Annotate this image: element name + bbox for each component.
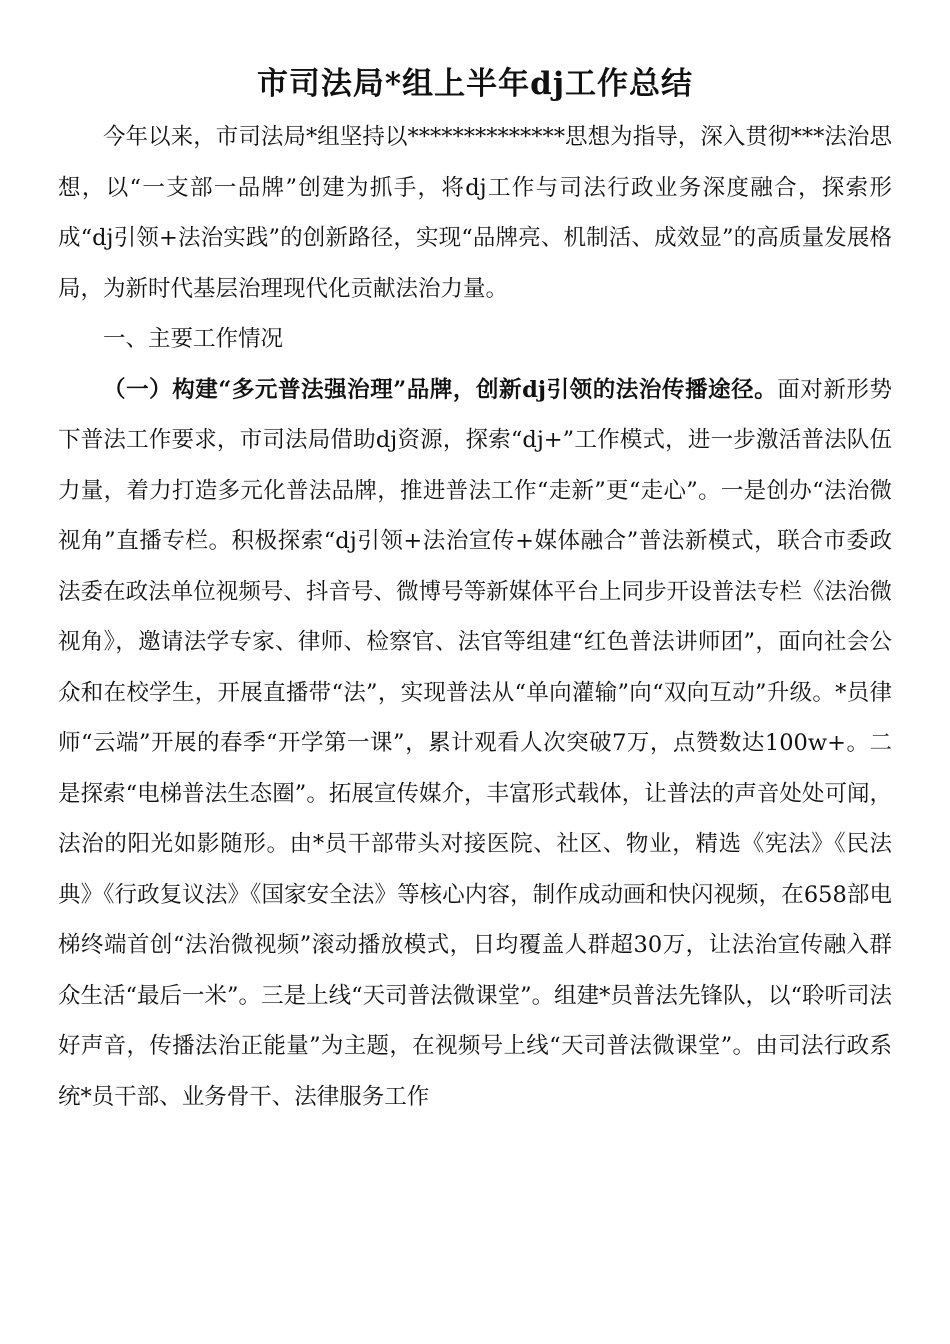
subsection-body: 面对新形势下普法工作要求，市司法局借助dj资源，探索“dj+”工作模式，进一步激活普法队伍力量，着力打造多元化普法品牌，推进普法工作“走新”更“走心”。一是创办“法治微视角”直播专栏。积极探索“dj引领+法治宣传+媒体融合”普法新模式，联合市委政法委在政法单位视频号、抖音号、微博号等新媒体平台上同步开设普法专栏《法治微视角》，邀请法学专家、律师、检察官、法官等组建“红色普法讲师团”，面向社会公众和在校学生，开展直播带“法”，实现普法从“单向灌输”向“双向互动”升级。*员律师“云端”开展的春季“开学第一课”，累计观看人次突破7万，点赞数达100w+。二是探索“电梯普法生态圈”。拓展宣传媒介，丰富形式载体，让普法的声音处处可闻，法治的阳光如影随形。由*员干部带头对接医院、社区、物业，精选《宪法》《民法典》《行政复议法》《国家安全法》等核心内容，制作成动画和快闪视频，在658部电梯终端首创“法治微视频”滚动播放模式，日均覆盖人群超30万，让法治宣传融入群众生活“最后一米”。三是上线“天司普法微课堂”。组建*员普法先锋队，以“聆听司法好声音，传播法治正能量”为主题，在视频号上线“天司普法微课堂”。由司法行政系统*员干部、业务骨干、法律服务工作 <box>58 376 892 1110</box>
document-title: 市司法局*组上半年dj工作总结 <box>256 66 694 102</box>
subsection-heading: （一）构建“多元普法强治理”品牌，创新dj引领的法治传播途径。 <box>103 376 778 403</box>
document-page <box>58 62 892 1122</box>
subsection-paragraph <box>58 365 892 1123</box>
intro-paragraph: 今年以来，市司法局*组坚持以**************思想为指导，深入贯彻***法治思想，以“一支部一品牌”创建为抓手，将dj工作与司法行政业务深度融合，探索形成“dj引领+法治实践”的创新路径，实现“品牌亮、机制活、成效显”的高质量发展格局，为新时代基层治理现代化贡献法治力量。 <box>58 124 892 302</box>
section-heading: 一、主要工作情况 <box>103 326 284 352</box>
